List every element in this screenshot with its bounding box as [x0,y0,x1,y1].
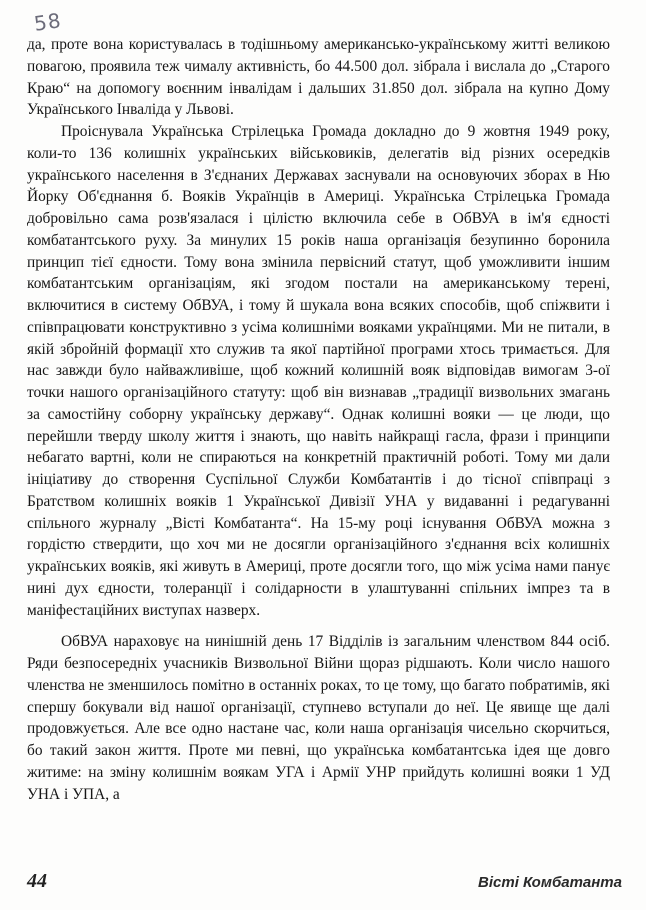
body-text [27,34,610,805]
paragraph-continuation: да, проте вона користувалась в тодішньому американсько-українському житті великою повагою, проявила теж чималу активність, бо 44.500 дол. зібрала і вислала до „Старого Краю“ на допомогу воєнним інвалідам і дальших 31.850 дол. зібрала на купно Дому Українського Інваліда у Львові. [27,36,610,119]
page-footer [27,870,622,893]
journal-title: Вісті Комбатанта [478,874,622,891]
paragraph: ОбВУА нараховує на нинішній день 17 Відділів із загальним членством 844 осіб. Ряди безпосередніх учасників Визвольної Війни щораз рідшають. Коли число нашого членства не зменшилось помітно в останніх роках, то це тому, що багато побратимів, які спершу бокували від нашої організації, ступнево вступали до неї. Це явище ще далі продовжується. Але все одно настане час, коли наша організація чисельно скорчиться, бо такий закон життя. Проте ми певні, що українська комбатантська ідея ще довго житиме: на зміну колишнім воякам УГА і Армії УНР прийдуть колишні вояки 1 УД УНА і УПА, а [27,633,610,803]
paragraph: Проіснувала Українська Стрілецька Громада докладно до 9 жовтня 1949 року, коли-то 136 колишніх українських військовиків, делегатів від різних осередків українського населення в З'єднаних Державах заснували на основуючих зборах в Ню Йорку Об'єднання б. Вояків Українців в Америці. Українська Стрілецька Громада добровільно сама розв'язалася і цілістю включила себе в ОбВУА в ім'я єдності комбатантського руху. За минулих 15 років наша організація безупинно боронила принцип тієї єдности. Тому вона змінила первісний статут, щоб уможливити іншим комбатантським організаціям, які згодом постали на американському терені, включитися в систему ОбВУА, і тому й шукала вона всяких способів, щоб спіжвити і співпрацювати конструктивно з усіма колишніми вояками українцями. Ми не питали, в якій збройній формації хто служив та якої партійної програми хтось тримається. Для нас завжди було найважливіше, щоб кожний колишній вояк відповідав вимогам 3-ої точки нашого організаційного статуту: щоб він визнавав „традиції визвольних змагань за самостійну соборну українську державу“. Однак колишні вояки — це люди, що перейшли тверду школу життя і знають, що навіть найкращі гасла, фрази і принципи небагато вартні, коли не спираються на конкретній практичній роботі. Тому ми дали ініціативу до створення Суспільної Служби Комбатантів і до тісної співпраці з Братством колишніх вояків 1 Української Дивізії УНА у видаванні і редагуванні спільного журналу „Вісті Комбатанта“. На 15-му році існування ОбВУА можна з гордістю ствердити, що хоч ми не досягли організаційного з'єднання всіх колишніх українських вояків, які живуть в Америці, проте досягли того, що між усіма нами панує нині дух єдности, толеранції і солідарности в улаштуванні спільних імпрез та в маніфестаційних виступах назверх. [27,123,610,619]
page-number: 44 [27,870,47,892]
handwritten-page-number: 58 [32,8,63,36]
